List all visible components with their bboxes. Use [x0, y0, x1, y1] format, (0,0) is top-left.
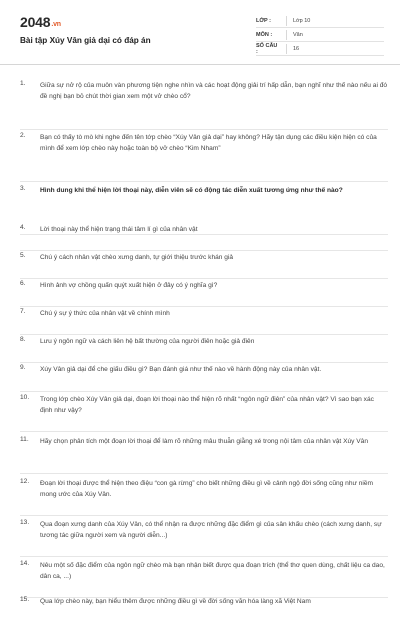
meta-value: 16	[293, 45, 300, 52]
question-text: Hình dung khi thể hiện lời thoại này, diễn viên sẽ có động tác diễn xuất tương ứng như thế nào?	[40, 187, 343, 194]
question-text: Lời thoại này thể hiện trạng thái tâm lí gì của nhân vật	[40, 226, 198, 233]
question-number: 14.	[20, 560, 30, 567]
question-item	[20, 252, 388, 279]
meta-row-count	[256, 42, 384, 56]
question-text: Đoạn lời thoại được thể hiện theo điệu “con gà rừng” cho biết những điều gì về cảnh ngộ đời sống cũng như niềm mong ước của Xúy Vân.	[40, 480, 374, 498]
meta-value: Văn	[293, 31, 303, 38]
question-item	[20, 596, 388, 626]
question-number: 1.	[20, 80, 26, 87]
question-item	[20, 560, 388, 598]
question-item	[20, 132, 388, 182]
question-item	[20, 436, 388, 474]
meta-key: SỐ CÂU :	[256, 42, 278, 55]
question-number: 4.	[20, 224, 26, 231]
question-text: Qua lớp chèo này, bạn hiểu thêm được những điều gì về đời sống văn hóa làng xã Việt Nam	[40, 598, 311, 605]
question-item	[20, 80, 388, 130]
question-text: Hãy chọn phân tích một đoạn lời thoại để làm rõ những mâu thuẫn giằng xé trong nội tâm của nhân vật Xúy Vân	[40, 438, 369, 445]
question-number: 13.	[20, 519, 30, 526]
question-text: Xúy Vân giả dại để che giấu điều gì? Bạn đánh giá như thế nào về hành động này của nhân vật.	[40, 366, 322, 373]
question-number: 15.	[20, 596, 30, 603]
question-item	[20, 336, 388, 363]
question-text: Bạn có thấy tò mò khi nghe đến tên tớp chèo “Xúy Vân giả dại” hay không? Hãy tận dụng các điều kiện hiện có của mình để xem lớp chèo này hoặc toàn bộ vở chèo “Kim Nham”	[40, 134, 377, 152]
question-number: 8.	[20, 336, 26, 343]
meta-separator	[286, 30, 287, 40]
question-item	[20, 280, 388, 307]
document-title: Bài tập Xúy Vân giả dại có đáp án	[20, 36, 151, 45]
meta-value: Lớp 10	[293, 17, 311, 24]
question-text: Giữa sự nở rộ của muôn vàn phương tiện nghe nhìn và các hoạt động giải trí hấp dẫn, bạn nghĩ như thế nào nếu ai đó đề nghị bạn bỏ chút thời gian xem một vở chèo cổ?	[40, 82, 388, 100]
meta-row-subject	[256, 28, 384, 42]
question-number: 9.	[20, 364, 26, 371]
question-number: 11.	[20, 436, 29, 443]
logo-suffix: .vn	[51, 21, 61, 28]
question-number: 2.	[20, 132, 26, 139]
document-header	[20, 14, 384, 56]
meta-key: MÔN :	[256, 31, 273, 38]
question-number: 6.	[20, 280, 26, 287]
question-item	[20, 308, 388, 335]
question-text: Lưu ý ngôn ngữ và cách liên hệ bất thường của người điên hoặc giả điên	[40, 338, 255, 345]
question-text: Chú ý cách nhân vật chèo xưng danh, tự giới thiệu trước khán giả	[40, 254, 234, 261]
question-item	[20, 224, 388, 251]
meta-separator	[286, 16, 287, 26]
document-meta	[256, 14, 384, 56]
header-divider	[0, 64, 400, 65]
logo-text: 2048	[20, 14, 51, 30]
meta-row-grade	[256, 14, 384, 28]
question-item	[20, 394, 388, 432]
site-logo[interactable]	[20, 14, 61, 30]
question-text: Hình ảnh vợ chồng quấn quýt xuất hiện ở đây có ý nghĩa gì?	[40, 282, 218, 289]
question-number: 5.	[20, 252, 26, 259]
question-item	[20, 478, 388, 516]
question-text: Chú ý sự ý thức của nhân vật về chính mình	[40, 310, 170, 317]
question-text: Trong lớp chèo Xúy Vân giả dại, đoạn lời thoại nào thể hiện rõ nhất “ngôn ngữ điên” của nhân vật? Vì sao bạn xác định như vậy?	[40, 396, 374, 414]
question-number: 3.	[20, 185, 26, 192]
meta-key: LỚP :	[256, 17, 271, 24]
question-text: Qua đoạn xưng danh của Xúy Vân, có thể nhận ra được những đặc điểm gì của sân khấu chèo (cách xưng danh, sự tương tác giữa người xem và người diễn...)	[40, 521, 382, 539]
question-item	[20, 519, 388, 557]
question-text: Nêu một số đặc điểm của ngôn ngữ chèo mà bạn nhận biết được qua đoạn trích (thể thơ quen dùng, chất liệu ca dao, dân ca, ...)	[40, 562, 385, 580]
question-number: 10.	[20, 394, 30, 401]
meta-separator	[286, 44, 287, 54]
question-number: 7.	[20, 308, 26, 315]
question-item	[20, 364, 388, 392]
question-number: 12.	[20, 478, 30, 485]
